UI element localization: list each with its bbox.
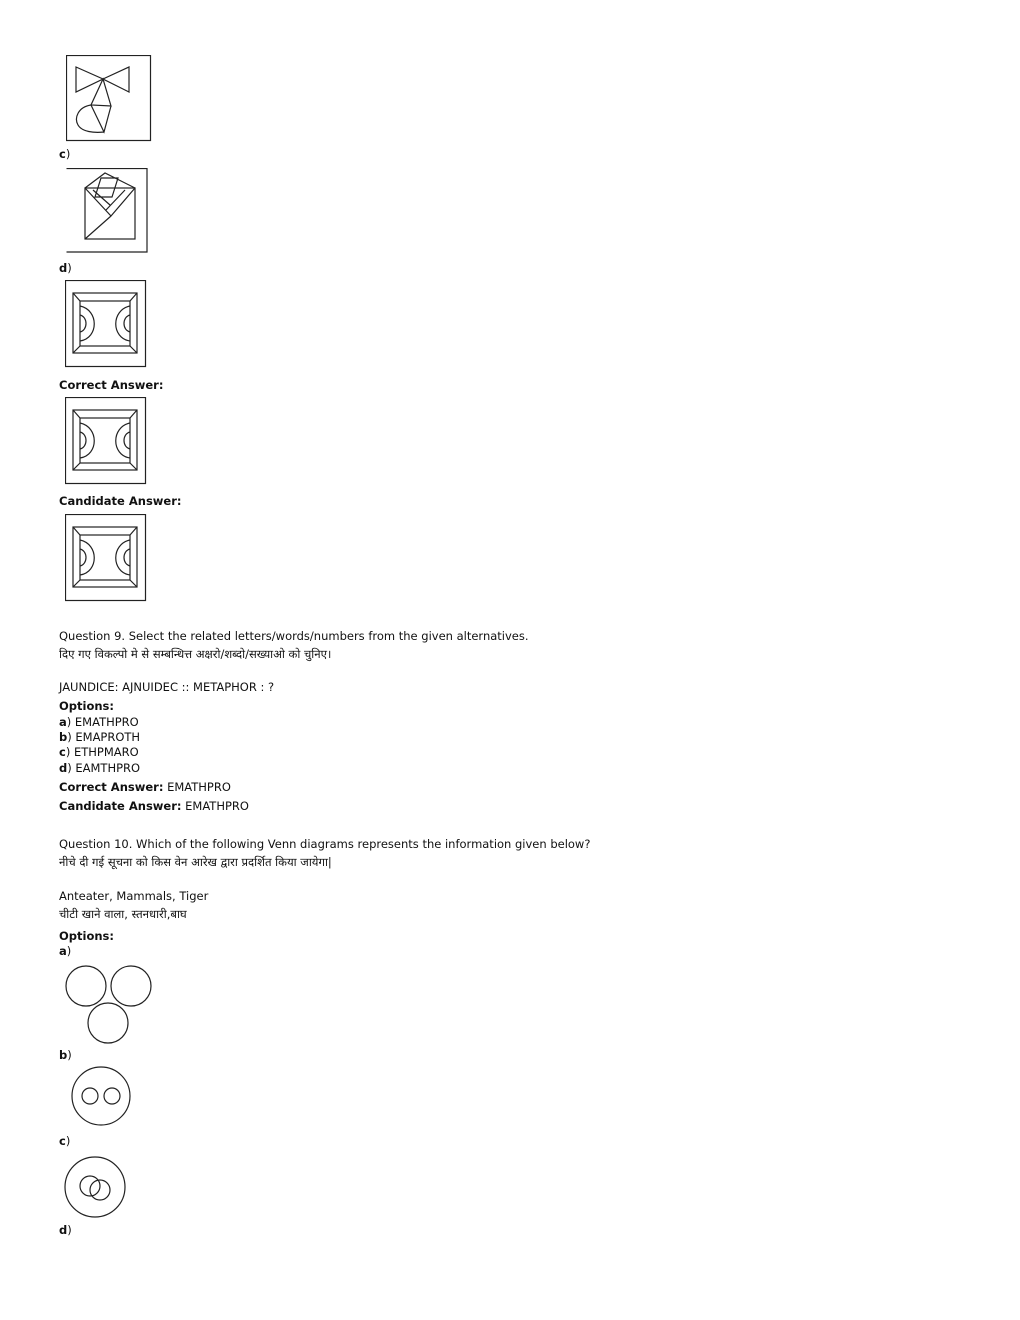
figure-envelope xyxy=(66,168,149,254)
candidate-answer-label-q8: Candidate Answer: xyxy=(59,494,182,508)
question-10-text-hindi: नीचे दी गई सूचना को किस वेन आरेख द्वारा प्रदर्शित किया जायेगा| xyxy=(59,855,332,869)
venn-option-label-a: a) xyxy=(59,944,72,958)
options-label-q9: Options: xyxy=(59,699,114,713)
correct-answer-q9: Correct Answer: EMATHPRO xyxy=(59,780,231,794)
question-9-text: Question 9. Select the related letters/words/numbers from the given alternatives. xyxy=(59,629,529,643)
option-a: a) EMATHPRO xyxy=(59,715,139,729)
venn-option-label-d: d) xyxy=(59,1223,72,1237)
figure-court-candidate xyxy=(65,514,147,602)
option-b: b) EMAPROTH xyxy=(59,730,141,744)
candidate-answer-q9: Candidate Answer: EMATHPRO xyxy=(59,799,249,813)
question-9-prompt: JAUNDICE: AJNUIDEC :: METAPHOR : ? xyxy=(59,680,275,694)
venn-option-label-b: b) xyxy=(59,1048,72,1062)
option-d: d) EAMTHPRO xyxy=(59,761,141,775)
option-label-c: c) xyxy=(59,147,71,161)
figure-court xyxy=(65,280,147,368)
question-10-items: Anteater, Mammals, Tiger xyxy=(59,889,209,903)
options-label-q10: Options: xyxy=(59,929,114,943)
venn-three-separate-circles xyxy=(60,962,156,1046)
venn-two-overlapping-inside-one xyxy=(62,1155,130,1221)
figure-court-correct xyxy=(65,397,147,485)
option-label-d: d) xyxy=(59,261,72,275)
question-10-text: Question 10. Which of the following Venn diagrams represents the information given below? xyxy=(59,837,591,851)
option-c: c) ETHPMARO xyxy=(59,745,139,759)
venn-option-label-c: c) xyxy=(59,1134,71,1148)
correct-answer-label-q8: Correct Answer: xyxy=(59,378,164,392)
question-10-items-hindi: चीटी खाने वाला, स्तनधारी,बाघ xyxy=(59,907,187,921)
figure-bow-diamond xyxy=(66,55,152,142)
venn-two-inside-one xyxy=(68,1065,134,1129)
question-9-text-hindi: दिए गए विकल्पो मे से सम्बन्धित्त अक्षरो/शब्दो/सख्याओ को चुनिए। xyxy=(59,647,332,661)
